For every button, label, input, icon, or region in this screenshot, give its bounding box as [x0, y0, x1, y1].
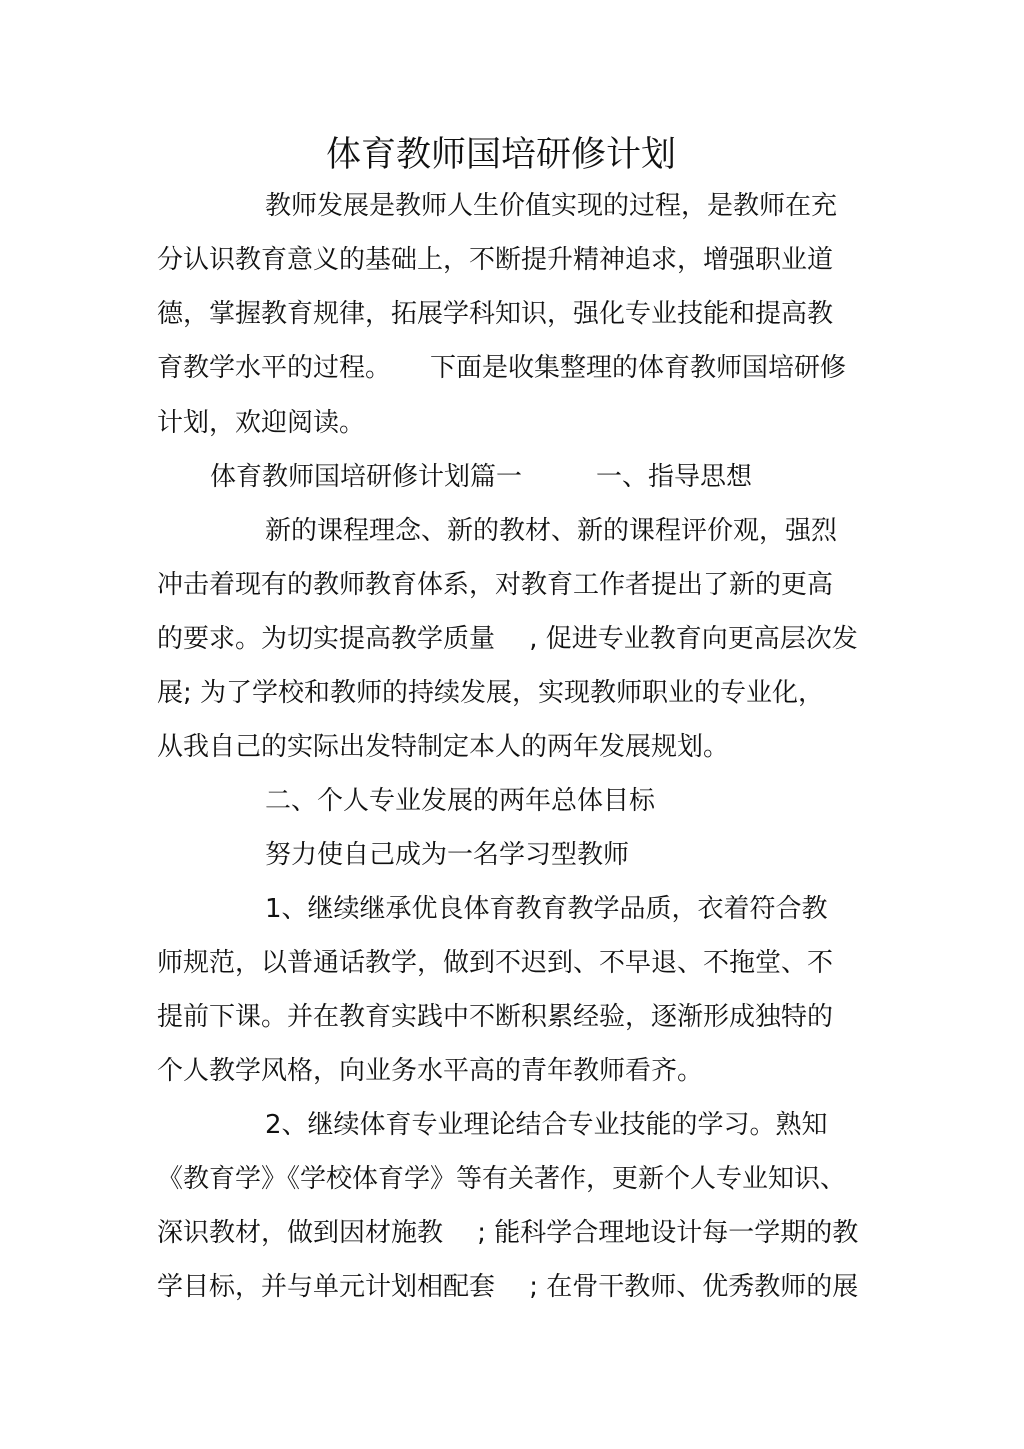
- part1-line: 的要求。为切实提高教学质量 , 促进专业教育向更高层次发: [157, 624, 858, 654]
- intro-line: 教师发展是教师人生价值实现的过程，是教师在充: [265, 191, 838, 221]
- intro-line: 德，掌握教育规律，拓展学科知识，强化专业技能和提高教: [157, 299, 834, 329]
- part2-heading: 二、个人专业发展的两年总体目标: [265, 786, 656, 816]
- item2-line: 2、继续体育专业理论结合专业技能的学习。熟知: [265, 1110, 828, 1140]
- item1-line: 提前下课。并在教育实践中不断积累经验，逐渐形成独特的: [157, 1002, 834, 1032]
- document-title: 体育教师国培研修计划: [326, 135, 677, 175]
- intro-line: 育教学水平的过程。 下面是收集整理的体育教师国培研修: [157, 353, 847, 383]
- part1-line: 展; 为了学校和教师的持续发展，实现教师职业的专业化，: [157, 678, 825, 708]
- intro-line: 计划，欢迎阅读。: [157, 408, 366, 438]
- item2-line: 《教育学》《学校体育学》等有关著作，更新个人专业知识、: [157, 1164, 847, 1194]
- item2-line: 深识教材，做到因材施教 ; 能科学合理地设计每一学期的教: [157, 1218, 859, 1248]
- item2-line: 学目标，并与单元计划相配套 ; 在骨干教师、优秀教师的展: [157, 1272, 859, 1302]
- part1-line: 冲击着现有的教师教育体系，对教育工作者提出了新的更高: [157, 570, 834, 600]
- part1-line: 从我自己的实际出发特制定本人的两年发展规划。: [157, 732, 730, 762]
- section-heading: 体育教师国培研修计划篇一: [210, 462, 523, 492]
- part2-goal: 努力使自己成为一名学习型教师: [265, 840, 630, 870]
- item1-line: 个人教学风格，向业务水平高的青年教师看齐。: [157, 1056, 704, 1086]
- intro-line: 分认识教育意义的基础上，不断提升精神追求，增强职业道: [157, 245, 834, 275]
- item1-line: 师规范，以普通话教学，做到不迟到、不早退、不拖堂、不: [157, 948, 834, 978]
- part1-line: 新的课程理念、新的教材、新的课程评价观，强烈: [265, 516, 838, 546]
- item1-line: 1、继续继承优良体育教育教学品质，衣着符合教: [265, 894, 828, 924]
- part1-heading: 一、指导思想: [596, 462, 753, 492]
